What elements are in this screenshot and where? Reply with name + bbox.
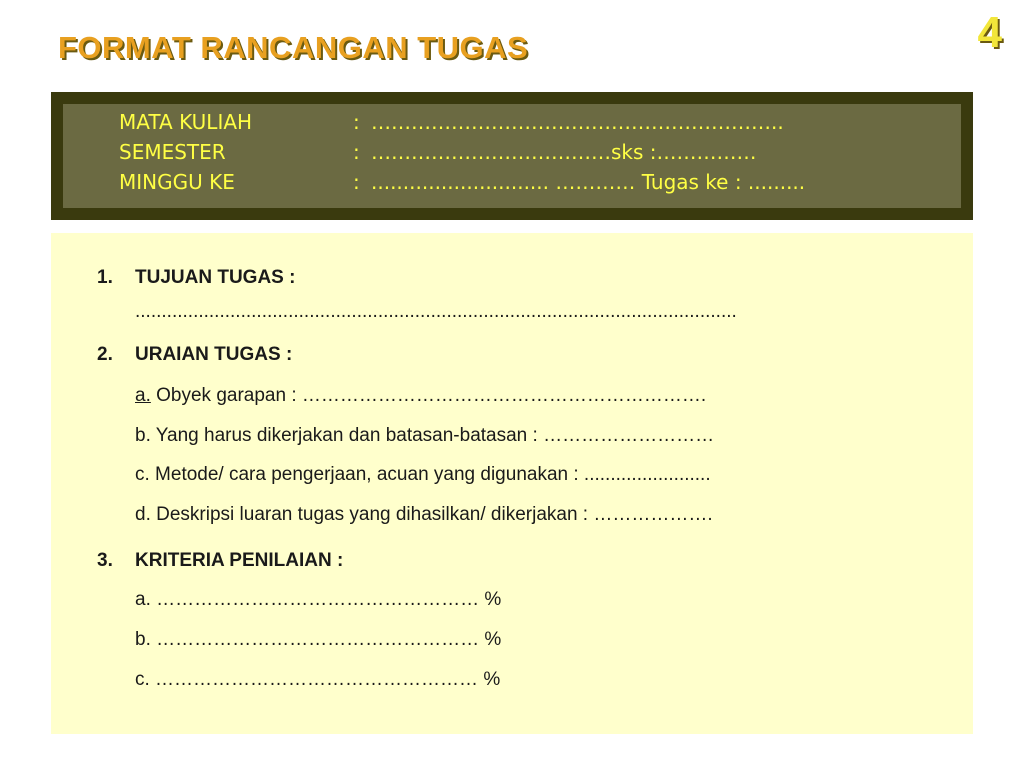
info-row-semester: [119, 138, 757, 166]
item-letter: a.: [135, 385, 151, 406]
info-colon: :: [353, 140, 360, 164]
info-label: MINGGU KE: [119, 170, 235, 194]
slide-number: 4: [977, 8, 1002, 57]
info-value: ……………………………………………………..: [371, 110, 784, 134]
criteria-item-c: c. …………………………………………… %: [135, 669, 501, 690]
criteria-item-b: b. …………………………………………… %: [135, 629, 502, 650]
criteria-item-a: a. …………………………………………… %: [135, 589, 502, 610]
section-heading-uraian: URAIAN TUGAS :: [135, 344, 293, 365]
info-row-mata-kuliah: [119, 108, 784, 136]
course-info-box: [51, 92, 973, 220]
info-colon: :: [353, 110, 360, 134]
info-label: MATA KULIAH: [119, 110, 253, 134]
item-b-dikerjakan: b. Yang harus dikerjakan dan batasan-batasan : ………………………: [135, 425, 715, 446]
section-heading-kriteria: KRITERIA PENILAIAN :: [135, 550, 344, 571]
section-heading-tujuan: TUJUAN TUGAS :: [135, 267, 296, 288]
course-info-panel: [63, 104, 961, 208]
item-d-deskripsi: d. Deskripsi luaran tugas yang dihasilkan/ dikerjakan : ……………….: [135, 504, 713, 525]
info-value: ............................ ………… Tugas ke : .........: [371, 170, 806, 194]
info-label: SEMESTER: [119, 140, 226, 164]
section-fill-line: ..................................................................................................................: [135, 301, 737, 322]
section-number: 1.: [97, 267, 113, 288]
item-a-obyek: [135, 384, 706, 408]
info-row-minggu-ke: [119, 168, 805, 196]
item-c-metode: c. Metode/ cara pengerjaan, acuan yang digunakan : ........................: [135, 464, 711, 485]
info-colon: :: [353, 170, 360, 194]
section-number: 2.: [97, 344, 113, 365]
item-text: Obyek garapan : ……………………………………………………….: [150, 385, 707, 406]
slide-title: FORMAT RANCANGAN TUGAS: [58, 30, 529, 65]
info-value: ………………………………sks :……………: [371, 140, 757, 164]
task-content-box: [51, 233, 973, 734]
section-number: 3.: [97, 550, 113, 571]
